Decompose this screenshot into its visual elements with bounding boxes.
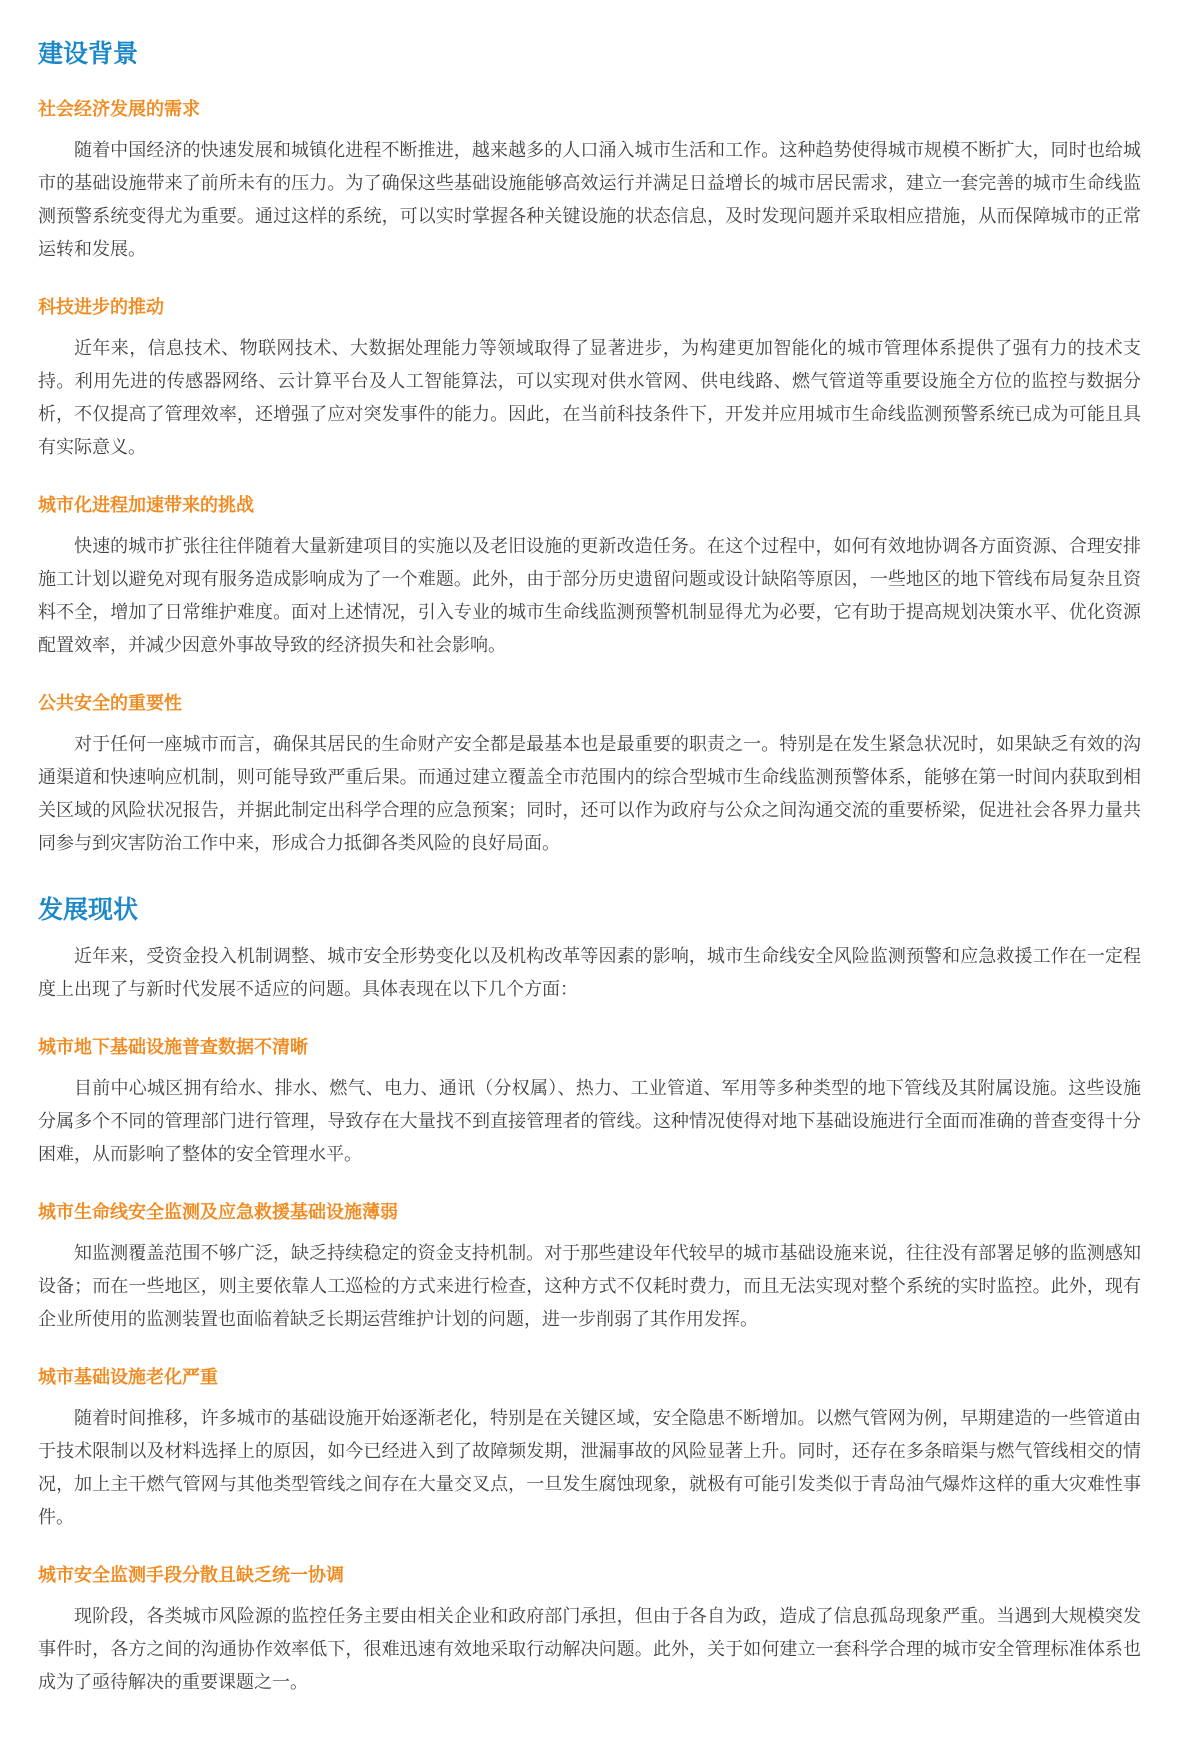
- paragraph-monitoring-rescue-infrastructure-weak: 知监测覆盖范围不够广泛，缺乏持续稳定的资金支持机制。对于那些建设年代较早的城市基础设施来说，往往没有部署足够的监测感知设备；而在一些地区，则主要依靠人工巡检的方式来进行检查，这种方式不仅耗时费力，而且无法实现对整个系统的实时监控。此外，现有企业所使用的监测装置也面临着缺乏长期运营维护计划的问题，进一步削弱了其作用发挥。: [38, 1243, 1141, 1329]
- paragraph-monitoring-fragmented-uncoordinated: 现阶段，各类城市风险源的监控任务主要由相关企业和政府部门承担，但由于各自为政，造成了信息孤岛现象严重。当遇到大规模突发事件时，各方之间的沟通协作效率低下，很难迅速有效地采取行动解决问题。此外，关于如何建立一套科学合理的城市安全管理标准体系也成为了亟待解决的重要课题之一。: [38, 1606, 1141, 1692]
- paragraph-technology-progress: 近年来，信息技术、物联网技术、大数据处理能力等领域取得了显著进步，为构建更加智能化的城市管理体系提供了强有力的技术支持。利用先进的传感器网络、云计算平台及人工智能算法，可以实现对供水管网、供电线路、燃气管道等重要设施全方位的监控与数据分析，不仅提高了管理效率，还增强了应对突发事件的能力。因此，在当前科技条件下，开发并应用城市生命线监测预警系统已成为可能且具有实际意义。: [38, 338, 1141, 457]
- paragraph-urbanization-challenge: 快速的城市扩张往往伴随着大量新建项目的实施以及老旧设施的更新改造任务。在这个过程中，如何有效地协调各方面资源、合理安排施工计划以避免对现有服务造成影响成为了一个难题。此外，由于部分历史遗留问题或设计缺陷等原因，一些地区的地下管线布局复杂且资料不全，增加了日常维护难度。面对上述情况，引入专业的城市生命线监测预警机制显得尤为必要，它有助于提高规划决策水平、优化资源配置效率，并减少因意外事故导致的经济损失和社会影响。: [38, 536, 1141, 655]
- section-title-construction-background: 建设背景: [38, 40, 139, 68]
- sub-heading-urbanization-challenge: 城市化进程加速带来的挑战: [38, 495, 254, 515]
- sub-heading-infrastructure-aging: 城市基础设施老化严重: [38, 1367, 218, 1387]
- sub-heading-public-safety-importance: 公共安全的重要性: [38, 693, 182, 713]
- paragraph-underground-survey-data-unclear: 目前中心城区拥有给水、排水、燃气、电力、通讯（分权属）、热力、工业管道、军用等多种类型的地下管线及其附属设施。这些设施分属多个不同的管理部门进行管理，导致存在大量找不到直接管理者的管线。这种情况使得对地下基础设施进行全面而准确的普查变得十分困难，从而影响了整体的安全管理水平。: [38, 1078, 1141, 1164]
- paragraph-infrastructure-aging: 随着时间推移，许多城市的基础设施开始逐渐老化，特别是在关键区域，安全隐患不断增加。以燃气管网为例，早期建造的一些管道由于技术限制以及材料选择上的原因，如今已经进入到了故障频发期，泄漏事故的风险显著上升。同时，还存在多条暗渠与燃气管线相交的情况，加上主干燃气管网与其他类型管线之间存在大量交叉点，一旦发生腐蚀现象，就极有可能引发类似于青岛油气爆炸这样的重大灾难性事件。: [38, 1408, 1141, 1527]
- sub-heading-socioeconomic-demand: 社会经济发展的需求: [38, 99, 200, 119]
- section-title-development-status: 发展现状: [38, 896, 139, 924]
- sub-heading-monitoring-fragmented-uncoordinated: 城市安全监测手段分散且缺乏统一协调: [38, 1565, 344, 1585]
- sub-heading-underground-survey-data-unclear: 城市地下基础设施普查数据不清晰: [38, 1037, 308, 1057]
- paragraph-socioeconomic-demand: 随着中国经济的快速发展和城镇化进程不断推进，越来越多的人口涌入城市生活和工作。这种趋势使得城市规模不断扩大，同时也给城市的基础设施带来了前所未有的压力。为了确保这些基础设施能够高效运行并满足日益增长的城市居民需求，建立一套完善的城市生命线监测预警系统变得尤为重要。通过这样的系统，可以实时掌握各种关键设施的状态信息，及时发现问题并采取相应措施，从而保障城市的正常运转和发展。: [38, 140, 1141, 259]
- sub-heading-technology-progress: 科技进步的推动: [38, 297, 164, 317]
- paragraph-development-status-intro: 近年来，受资金投入机制调整、城市安全形势变化以及机构改革等因素的影响，城市生命线安全风险监测预警和应急救援工作在一定程度上出现了与新时代发展不适应的问题。具体表现在以下几个方面：: [38, 946, 1141, 999]
- paragraph-public-safety-importance: 对于任何一座城市而言，确保其居民的生命财产安全都是最基本也是最重要的职责之一。特别是在发生紧急状况时，如果缺乏有效的沟通渠道和快速响应机制，则可能导致严重后果。而通过建立覆盖全市范围内的综合型城市生命线监测预警体系，能够在第一时间内获取到相关区域的风险状况报告，并据此制定出科学合理的应急预案；同时，还可以作为政府与公众之间沟通交流的重要桥梁，促进社会各界力量共同参与到灾害防治工作中来，形成合力抵御各类风险的良好局面。: [38, 734, 1141, 853]
- sub-heading-monitoring-rescue-infrastructure-weak: 城市生命线安全监测及应急救援基础设施薄弱: [38, 1202, 398, 1222]
